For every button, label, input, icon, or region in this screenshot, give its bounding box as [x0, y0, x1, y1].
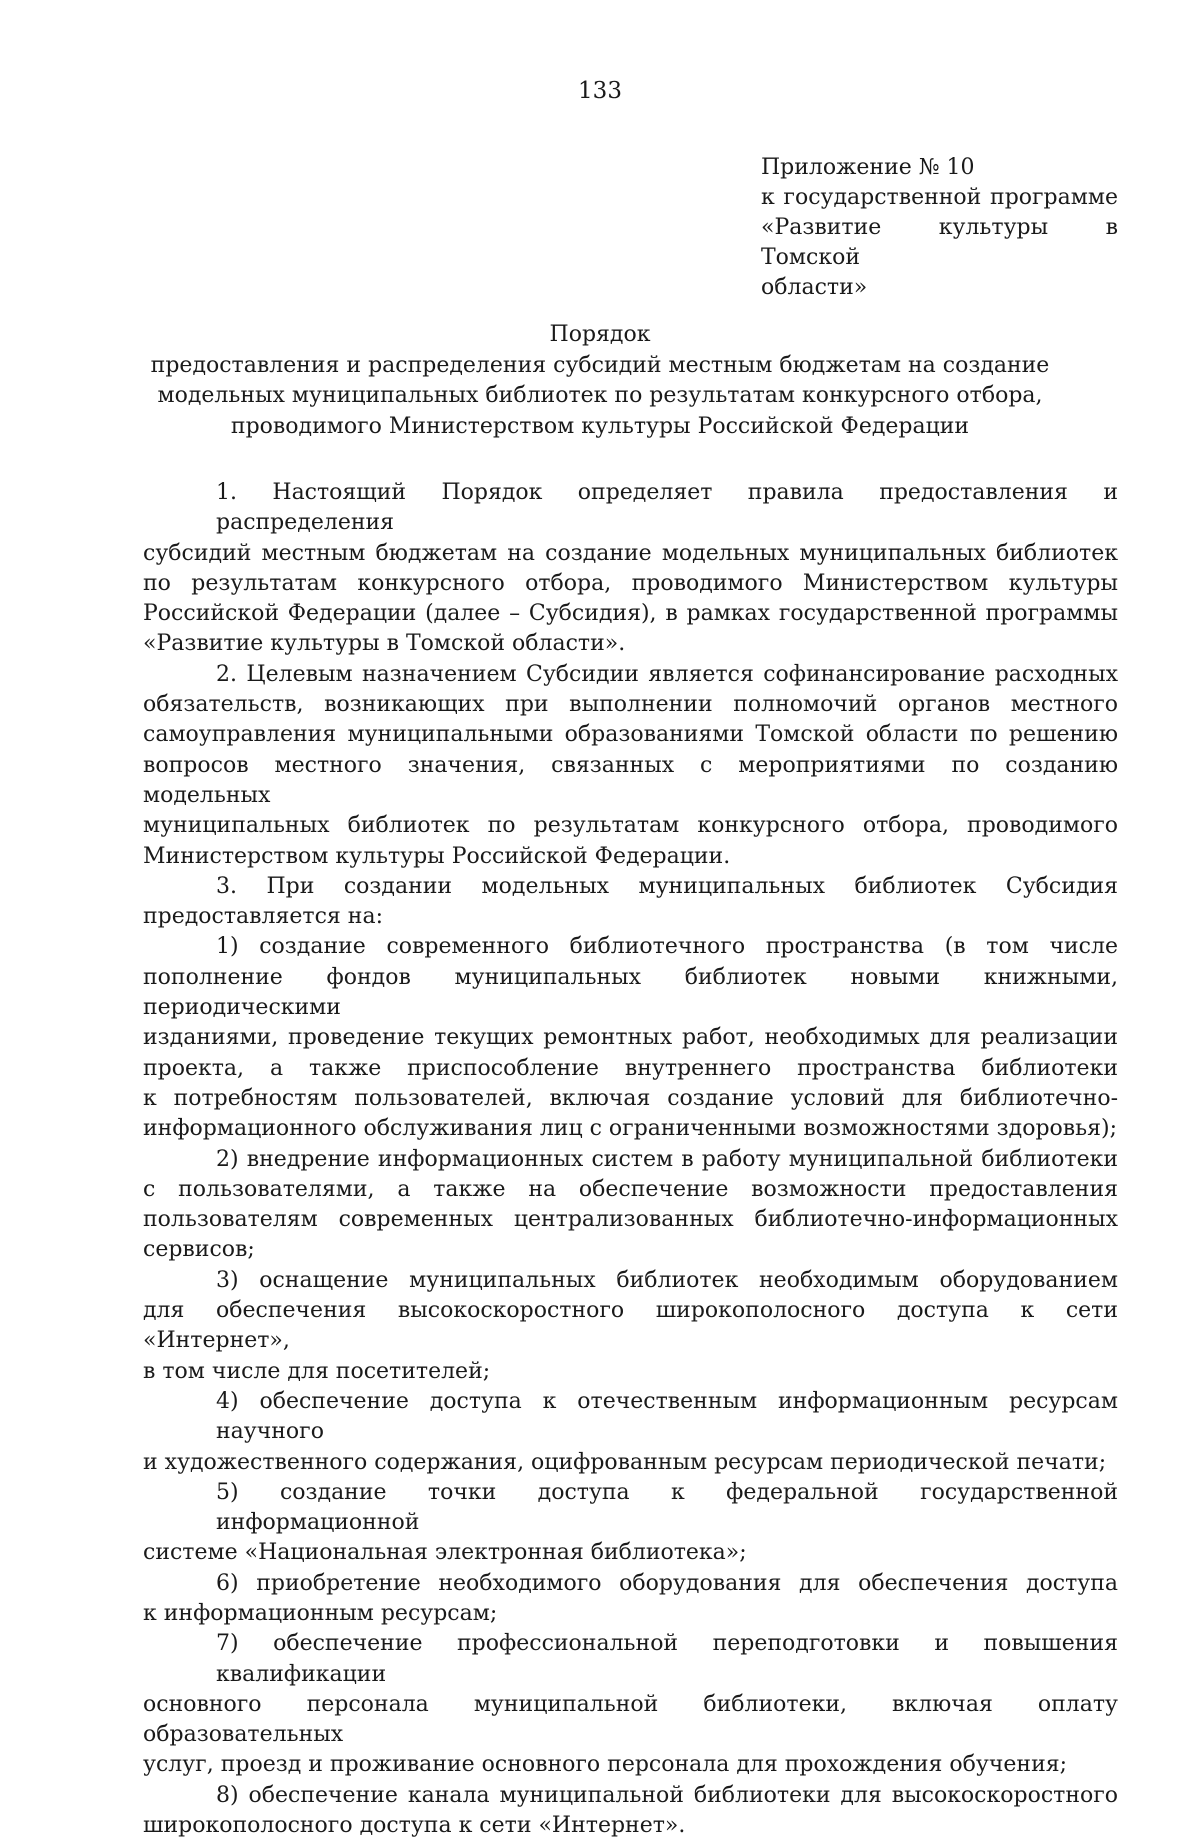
paragraph-line: 1. Настоящий Порядок определяет правила предоставления и распределения	[216, 480, 1118, 536]
paragraph-line: к информационным ресурсам;	[143, 1600, 498, 1626]
paragraph-line: 8) обеспечение канала муниципальной библиотеки для высокоскоростного	[216, 1782, 1118, 1808]
paragraph-line: услуг, проезд и проживание основного персонала для прохождения обучения;	[143, 1752, 1068, 1778]
paragraph-line: с пользователями, а также на обеспечение возможности предоставления	[143, 1176, 1118, 1202]
paragraph-line: по результатам конкурсного отбора, проводимого Министерством культуры	[143, 570, 1118, 596]
paragraph-line: 3. При создании модельных муниципальных библиотек Субсидия	[216, 873, 1118, 899]
paragraph-line: в том числе для посетителей;	[143, 1358, 491, 1384]
paragraph-line: проекта, а также приспособление внутреннего пространства библиотеки	[143, 1055, 1118, 1081]
paragraph	[143, 1266, 1118, 1387]
title-line: предоставления и распределения субсидий местным бюджетам на создание	[150, 352, 1050, 378]
paragraph-line: 3) оснащение муниципальных библиотек необходимым оборудованием	[216, 1267, 1118, 1293]
paragraph	[143, 660, 1118, 872]
appendix-header	[761, 153, 1118, 303]
paragraph-line: 6) приобретение необходимого оборудования для обеспечения доступа	[216, 1570, 1118, 1596]
paragraph-line: «Развитие культуры в Томской области».	[143, 631, 626, 657]
paragraph-line: сервисов;	[143, 1237, 255, 1263]
paragraph-line: вопросов местного значения, связанных с мероприятиями по созданию модельных	[143, 752, 1118, 808]
paragraph	[143, 1478, 1118, 1569]
title-line: проводимого Министерством культуры Российской Федерации	[230, 413, 970, 439]
paragraph	[143, 1387, 1118, 1478]
appendix-program-line: к государственной программе	[761, 185, 1118, 210]
paragraph-line: и художественного содержания, оцифрованным ресурсам периодической печати;	[143, 1449, 1107, 1475]
paragraph	[143, 1569, 1118, 1630]
paragraph-line: системе «Национальная электронная библиотека»;	[143, 1540, 747, 1566]
appendix-number: Приложение № 10	[761, 155, 975, 180]
document-title	[100, 320, 1100, 442]
paragraph-line: муниципальных библиотек по результатам конкурсного отбора, проводимого	[143, 813, 1118, 839]
page-number: 133	[578, 78, 622, 104]
title-heading: Порядок	[549, 322, 651, 347]
paragraph-line: 2) внедрение информационных систем в работу муниципальной библиотеки	[216, 1146, 1118, 1172]
paragraph-line: информационного обслуживания лиц с ограниченными возможностями здоровья);	[143, 1116, 1118, 1142]
paragraph-line: к потребностям пользователей, включая создание условий для библиотечно-	[143, 1085, 1118, 1111]
paragraph-line: пополнение фондов муниципальных библиотек новыми книжными, периодическими	[143, 964, 1118, 1021]
paragraph	[143, 478, 1118, 660]
paragraph-line: изданиями, проведение текущих ремонтных работ, необходимых для реализации	[143, 1025, 1118, 1051]
paragraph-line: Министерством культуры Российской Федерации.	[143, 843, 731, 869]
paragraph	[143, 1145, 1118, 1266]
paragraph-line: 2. Целевым назначением Субсидии является софинансирование расходных	[216, 661, 1118, 687]
appendix-program-name: «Развитие культуры в Томской	[761, 215, 1118, 270]
paragraph-line: 4) обеспечение доступа к отечественным информационным ресурсам научного	[216, 1388, 1118, 1445]
paragraph-line: пользователям современных централизованных библиотечно-информационных	[143, 1207, 1118, 1233]
appendix-program-name-end: области»	[761, 275, 868, 300]
paragraph	[143, 872, 1118, 933]
paragraph-line: самоуправления муниципальными образованиями Томской области по решению	[143, 722, 1118, 748]
paragraph-line: обязательств, возникающих при выполнении полномочий органов местного	[143, 692, 1118, 718]
title-line: модельных муниципальных библиотек по результатам конкурсного отбора,	[157, 383, 1043, 408]
paragraph-line: 7) обеспечение профессиональной переподготовки и повышения квалификации	[216, 1631, 1118, 1687]
paragraph-line: 5) создание точки доступа к федеральной государственной информационной	[216, 1479, 1118, 1536]
paragraph-line: предоставляется на:	[143, 904, 383, 930]
paragraph	[143, 932, 1118, 1144]
paragraph-line: для обеспечения высокоскоростного широкополосного доступа к сети «Интернет»,	[143, 1298, 1118, 1354]
paragraph-line: 1) создание современного библиотечного пространства (в том числе	[216, 934, 1118, 960]
paragraph-line: основного персонала муниципальной библиотеки, включая оплату образовательных	[143, 1691, 1118, 1748]
paragraph	[143, 1629, 1118, 1780]
paragraph-line: широкополосного доступа к сети «Интернет».	[143, 1813, 686, 1839]
paragraph	[143, 1781, 1118, 1841]
document-body	[143, 478, 1118, 1841]
paragraph-line: Российской Федерации (далее – Субсидия), в рамках государственной программы	[143, 601, 1118, 627]
paragraph-line: субсидий местным бюджетам на создание модельных муниципальных библиотек	[143, 540, 1118, 566]
